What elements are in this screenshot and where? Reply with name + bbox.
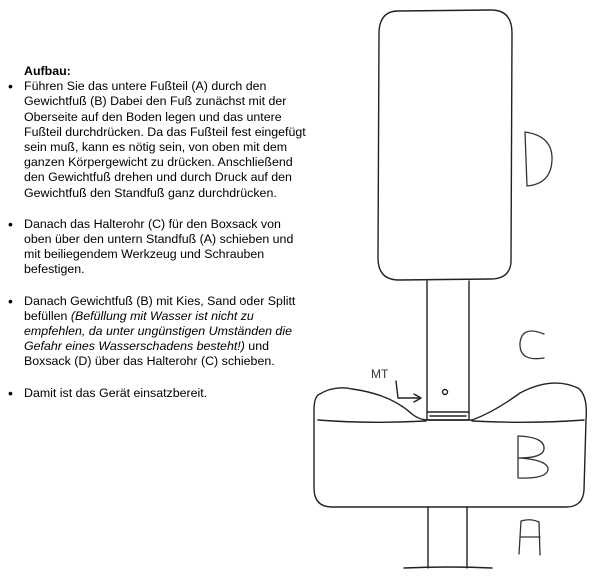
label-d (525, 132, 552, 186)
label-c (520, 331, 544, 359)
label-b (518, 436, 548, 478)
svg-text:D: D (532, 175, 533, 176)
holder-tube (427, 281, 469, 420)
step-2-text: Danach das Halterohr (C) für den Boxsack von oben über den untern Standfuß (A) schieben und mit beiliegendem Werkzeug und Schrauben befestigen. (24, 216, 294, 277)
step-1-text: Führen Sie das untere Fußteil (A) durch den Gewichtfuß (B) Dabei den Fuß zunächst mit der Oberseite auf den Boden legen und das untere Fußteil durchdrücken. Da das Fußteil fest eingefügt sein muß, kann es nötig sein, von oben mit dem ganzen Körpergewicht zu drücken. Anschließend den Gewichtfuß drehen und durch Druck auf den Gewichtfuß den Standfuß ganz durchdrücken. (24, 79, 306, 200)
weight-base-outline (314, 383, 586, 507)
instructions-heading: Aufbau: (24, 64, 71, 78)
punching-bag-outline (378, 10, 512, 280)
step-3-text-after: und Boxsack (D) über das Halterohr (C) schieben. (24, 339, 275, 369)
label-a (519, 520, 540, 555)
mt-marker (371, 367, 421, 402)
screw-hole (443, 390, 448, 395)
mt-label: MT (371, 367, 389, 381)
step-4-text: Damit ist das Gerät einsatzbereit. (24, 385, 208, 400)
lower-foot (404, 507, 492, 568)
svg-text:A: A (528, 540, 529, 541)
step-3-italic-note: (Befüllung mit Wasser ist nicht zu empfehlen, da unter ungünstigen Umständen die Gefahr eines Wasserschadens besteht!) (24, 308, 292, 354)
svg-text:B: B (528, 460, 529, 461)
step-3-text-before: Danach Gewichtfuß (B) mit Kies, Sand oder Splitt befüllen (24, 293, 296, 323)
svg-text:C: C (530, 350, 531, 351)
